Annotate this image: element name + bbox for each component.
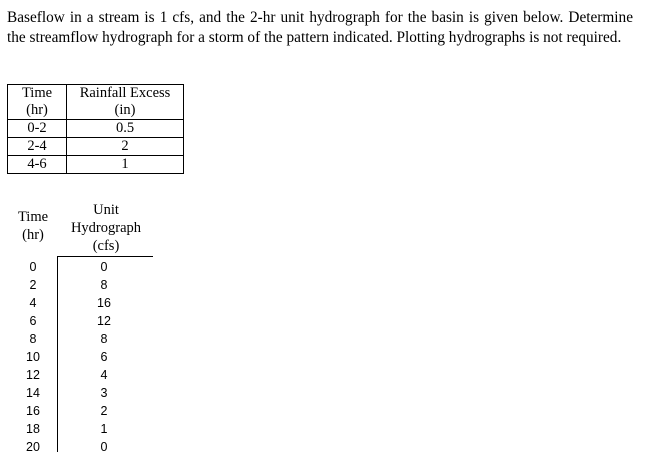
uh-flow-column bbox=[84, 258, 124, 456]
uh-flow-cell: 0 bbox=[100, 440, 108, 454]
uh-time-cell: 16 bbox=[26, 404, 40, 418]
excess-cell: 1 bbox=[67, 156, 184, 174]
uh-flow-cell: 2 bbox=[100, 404, 108, 418]
table-row bbox=[8, 156, 184, 174]
uh-flow-cell: 8 bbox=[100, 332, 108, 346]
excess-cell: 2 bbox=[67, 138, 184, 156]
uh-flow-cell: 16 bbox=[97, 296, 111, 310]
uh-time-column bbox=[14, 258, 52, 456]
uh-time-cell: 8 bbox=[29, 332, 37, 346]
uh-flow-cell: 6 bbox=[100, 350, 108, 364]
rainfall-excess-table bbox=[7, 84, 184, 174]
uh-flow-cell: 8 bbox=[100, 278, 108, 292]
uh-time-cell: 0 bbox=[29, 260, 37, 274]
uh-flow-cell: 1 bbox=[100, 422, 108, 436]
time-cell: 2-4 bbox=[8, 138, 67, 156]
table-row bbox=[8, 138, 184, 156]
excess-cell: 0.5 bbox=[67, 120, 184, 138]
uh-time-cell: 10 bbox=[26, 350, 40, 364]
header-time: Time (hr) bbox=[8, 85, 67, 120]
table-row bbox=[8, 120, 184, 138]
uh-column-divider bbox=[57, 256, 58, 452]
uh-flow-cell: 4 bbox=[100, 368, 108, 382]
uh-header-flow: Unit Hydrograph (cfs) bbox=[70, 202, 142, 254]
time-cell: 4-6 bbox=[8, 156, 67, 174]
uh-flow-cell: 3 bbox=[100, 386, 108, 400]
problem-statement: Baseflow in a stream is 1 cfs, and the 2-hr unit hydrograph for the basin is given below. Determine the streamflow hydrograph for a storm of the pattern indicated. Plotting hydrographs is not required. bbox=[7, 9, 633, 46]
uh-time-cell: 20 bbox=[26, 440, 40, 454]
uh-time-cell: 6 bbox=[29, 314, 37, 328]
uh-time-cell: 18 bbox=[26, 422, 40, 436]
uh-flow-cell: 12 bbox=[97, 314, 111, 328]
uh-time-cell: 2 bbox=[29, 278, 37, 292]
uh-time-cell: 12 bbox=[26, 368, 40, 382]
header-rainfall-excess: Rainfall Excess (in) bbox=[67, 85, 184, 120]
uh-flow-cell: 0 bbox=[100, 260, 108, 274]
uh-header-divider bbox=[57, 256, 153, 257]
uh-header-time: Time (hr) bbox=[17, 209, 49, 243]
uh-time-cell: 4 bbox=[29, 296, 37, 310]
time-cell: 0-2 bbox=[8, 120, 67, 138]
uh-time-cell: 14 bbox=[26, 386, 40, 400]
